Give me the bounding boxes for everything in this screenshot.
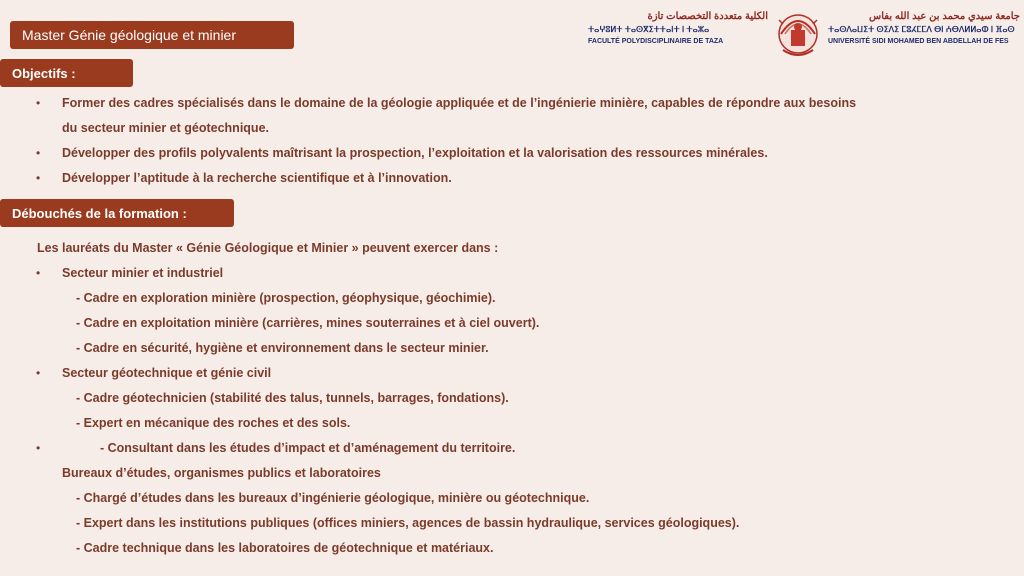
institution-logos — [588, 10, 1018, 60]
objectifs-heading: Objectifs : — [0, 59, 133, 87]
sector-item: - Expert en mécanique des roches et des sols. — [76, 416, 351, 430]
sector-item: - Cadre géotechnicien (stabilité des talus, tunnels, barrages, fondations). — [76, 391, 509, 405]
objectif-item: Développer des profils polyvalents maîtrisant la prospection, l’exploitation et la valorisation des ressources minérales. — [62, 146, 768, 160]
university-arabic: جامعة سيدي محمد بن عبد الله بفاس — [869, 11, 1020, 22]
sector-item: - Chargé d’études dans les bureaux d’ingénierie géologique, minière ou géotechnique. — [76, 491, 590, 505]
bullet-icon: • — [36, 441, 41, 455]
sector-item: - Cadre technique dans les laboratoires de géotechnique et matériaux. — [76, 541, 494, 555]
sector-heading: Secteur géotechnique et génie civil — [62, 366, 272, 380]
university-logo-text — [828, 10, 1020, 48]
faculty-logo-text — [588, 10, 768, 48]
bullet-icon: • — [36, 96, 41, 110]
faculty-arabic: الكلية متعددة التخصصات تازة — [647, 11, 768, 22]
debouches-intro: Les lauréats du Master « Génie Géologique et Minier » peuvent exercer dans : — [37, 241, 499, 255]
sector-item: - Expert dans les institutions publiques (offices miniers, agences de bassin hydraulique, services géologiques). — [76, 516, 740, 530]
sector-item: - Cadre en exploration minière (prospection, géophysique, géochimie). — [76, 291, 496, 305]
bullet-icon: • — [36, 366, 41, 380]
university-tifinagh: ⵜⴰⵙⴷⴰⵡⵉⵜ ⵙⵉⴷⵉ ⵎⵓⵃⵎⵎⴷ ⴱⵏ ⵄⴱⴷⵍⵍⴰⵀ ⵏ ⴼⴰⵙ — [828, 25, 1015, 34]
bullet-icon: • — [36, 171, 41, 185]
page-title: Master Génie géologique et minier — [10, 21, 294, 49]
faculty-tifinagh: ⵜⴰⵖⵓⵍⵜ ⵜⴰⵙⴳⵉⵜⵜⴰⵏⵜ ⵏ ⵜⴰⵣⴰ — [588, 25, 710, 34]
university-french: UNIVERSITÉ SIDI MOHAMED BEN ABDELLAH DE FES — [828, 38, 1009, 45]
bullet-icon: • — [36, 146, 41, 160]
sector-item: - Cadre en exploitation minière (carrières, mines souterraines et à ciel ouvert). — [76, 316, 540, 330]
faculty-french: FACULTÉ POLYDISCIPLINAIRE DE TAZA — [588, 38, 724, 45]
objectif-item-continued: du secteur minier et géotechnique. — [62, 121, 269, 135]
objectif-item: Former des cadres spécialisés dans le domaine de la géologie appliquée et de l’ingénierie minière, capables de répondre aux besoins — [62, 96, 857, 110]
sector-heading: Secteur minier et industriel — [62, 266, 224, 280]
sector-item: - Consultant dans les études d’impact et d’aménagement du territoire. — [100, 441, 516, 455]
bullet-icon: • — [36, 266, 41, 280]
objectif-item: Développer l’aptitude à la recherche scientifique et à l’innovation. — [62, 171, 452, 185]
debouches-heading: Débouchés de la formation : — [0, 199, 234, 227]
sector-item: - Cadre en sécurité, hygiène et environnement dans le secteur minier. — [76, 341, 489, 355]
university-emblem-icon — [771, 10, 825, 60]
sector-heading: Bureaux d’études, organismes publics et laboratoires — [62, 466, 381, 480]
